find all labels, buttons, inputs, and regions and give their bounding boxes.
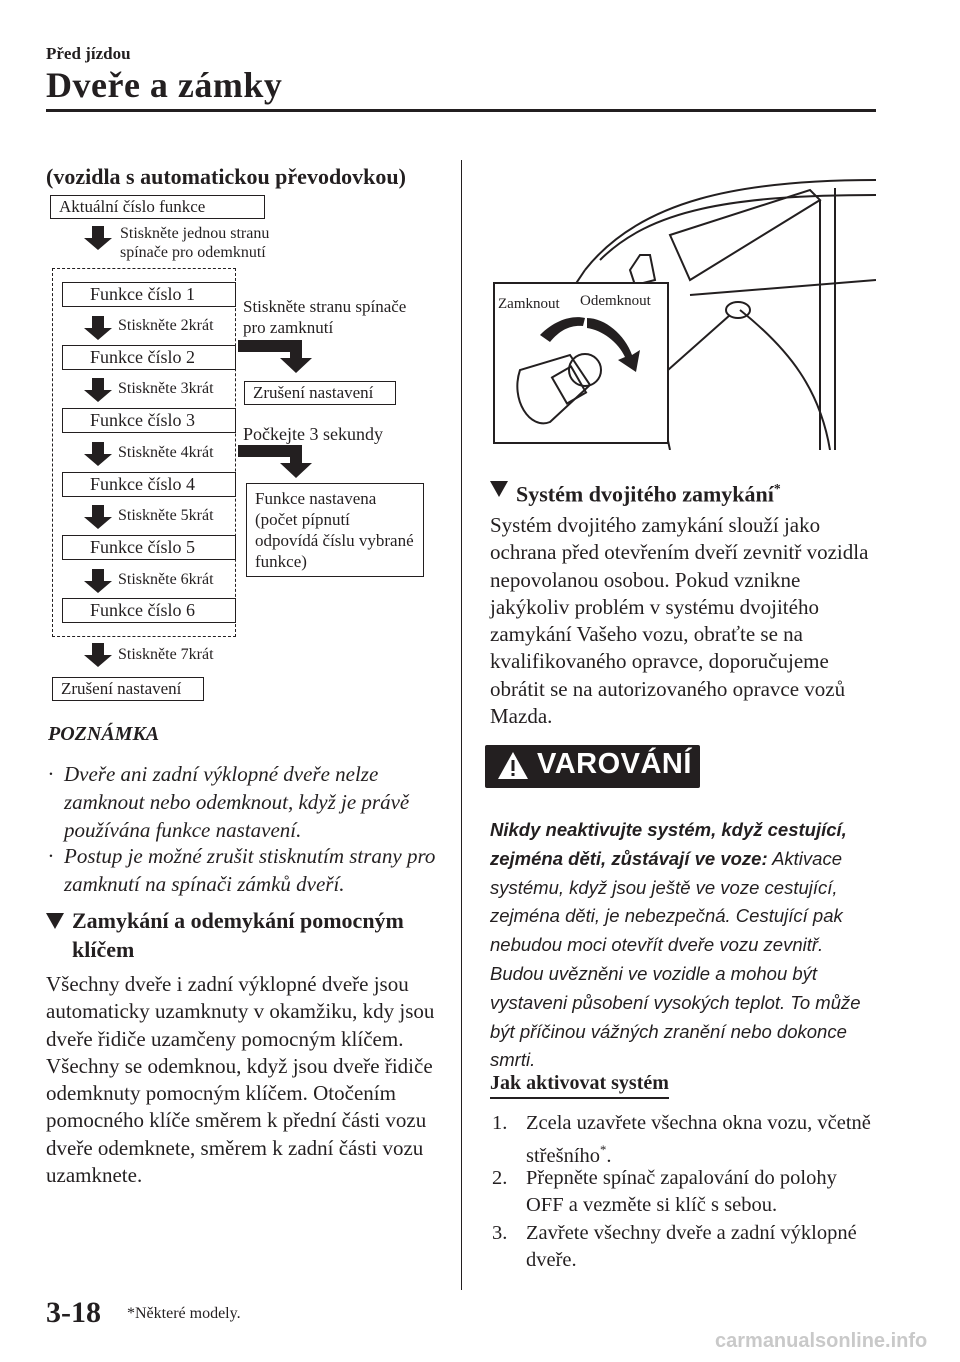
cancel-setting-box: Zrušení nastavení (52, 677, 204, 701)
press-count-label: Stiskněte 7krát (118, 646, 214, 663)
unlock-label: Odemknout (580, 293, 651, 309)
function-set-box: Funkce nastavena (počet pípnutí odpovídá číslu vybrané funkce) (246, 483, 424, 577)
bullet-icon: · (48, 762, 54, 786)
aux-key-text: Všechny dveře i zadní výklopné dveře jsou automaticky uzamknuty v okamžiku, kdy jsou dveře řidiče uzamčeny pomocným klíčem. Všechny se odemknou, když jsou dveře řidiče odemknuty pomocným klíčem. Otočením pomocného klíče směrem k přední části vozu dveře odemknete, směrem k zadní části vozu uzamknete. (46, 972, 435, 1188)
bent-arrow-icon (238, 340, 312, 373)
warning-text (490, 816, 875, 1075)
page-title: Dveře a zámky (46, 65, 283, 105)
step-item: 1. Zcela uzavřete všechna okna vozu, včetně střešního*. (492, 1112, 871, 1167)
cancel-setting-box: Zrušení nastavení (244, 381, 396, 405)
watermark: carmanualsonline.info (715, 1330, 928, 1352)
note-title: POZNÁMKA (48, 723, 160, 745)
warning-body: Aktivace systému, když jsou ještě ve voze cestující, zejména děti, je nebezpečná. Cestující pak nebudou moci otevřít dveře vozu zevnitř. Budou uvězněni ve vozidle a mohou být vystaveni působení vysokých teplot. To může být příčinou vážných zranění nebo dokonce smrti. (490, 847, 861, 1071)
step-item: 3. Zavřete všechny dveře a zadní výklopné dveře. (492, 1222, 857, 1271)
door-key-illustration (490, 160, 876, 450)
function-2-box: Funkce číslo 2 (62, 345, 236, 370)
arrow-down-icon (84, 226, 112, 250)
warning-bold-text: Nikdy neaktivujte systém, když cestující, zejména děti, zůstávají ve voze: (490, 819, 847, 869)
function-1-box: Funkce číslo 1 (62, 282, 236, 307)
double-lock-heading: Systém dvojitého zamykání* (490, 474, 880, 508)
function-3-box: Funkce číslo 3 (62, 408, 236, 433)
press-count-label: Stiskněte 5krát (118, 507, 214, 524)
activation-heading: Jak aktivovat systém (490, 1072, 669, 1099)
warning-label: VAROVÁNÍ (537, 748, 692, 780)
lock-label: Zamknout (498, 296, 560, 312)
press-unlock-label: Stiskněte jednou stranu spínače pro odemknutí (120, 225, 270, 261)
door-lock-icon (668, 302, 750, 370)
warning-badge (485, 745, 700, 788)
current-function-box: Aktuální číslo funkce (50, 195, 265, 219)
triangle-bullet-icon (46, 913, 64, 929)
aux-key-heading: Zamykání a odemykání pomocným klíčem (46, 906, 446, 964)
note-item: · Dveře ani zadní výklopné dveře nelze zamknout nebo odemknout, když je právě používána funkce nastavení. (48, 762, 410, 842)
function-4-box: Funkce číslo 4 (62, 472, 236, 497)
wait-label: Počkejte 3 sekundy (243, 424, 383, 444)
triangle-bullet-icon (490, 481, 508, 497)
flowchart-title: (vozidla s automatickou převodovkou) (46, 164, 406, 189)
function-6-box: Funkce číslo 6 (62, 598, 236, 623)
warning-triangle-icon (497, 751, 529, 781)
footnote-mark: * (773, 481, 781, 496)
note-item: · Postup je možné zrušit stisknutím strany pro zamknutí na spínači zámků dveří. (48, 844, 436, 896)
function-5-box: Funkce číslo 5 (62, 535, 236, 560)
footnote: *Některé modely. (127, 1305, 241, 1322)
press-count-label: Stiskněte 3krát (118, 380, 214, 397)
press-count-label: Stiskněte 4krát (118, 444, 214, 461)
step-item: 2. Přepněte spínač zapalování do polohy OFF a vezměte si klíč s sebou. (492, 1167, 837, 1216)
double-lock-text: Systém dvojitého zamykání slouží jako ochrana před otevřením dveří zevnitř vozidla nepovolanou osobou. Pokud vznikne jakýkoliv problém v systému dvojitého zamykání Vašeho vozu, obraťte se na kvalifikovaného opravce, doporučujeme obrátit se na autorizovaného opravce vozů Mazda. (490, 513, 869, 729)
press-count-label: Stiskněte 6krát (118, 571, 214, 588)
arrow-down-icon (84, 643, 112, 667)
footnote-mark: * (600, 1143, 607, 1157)
bent-arrow-icon (238, 445, 312, 478)
press-count-label: Stiskněte 2krát (118, 317, 214, 334)
section-label: Před jízdou (46, 44, 131, 63)
press-lock-label: Stiskněte stranu spínače pro zamknutí (243, 297, 407, 337)
page-number: 3-18 (46, 1296, 101, 1329)
bullet-icon: · (48, 844, 54, 868)
